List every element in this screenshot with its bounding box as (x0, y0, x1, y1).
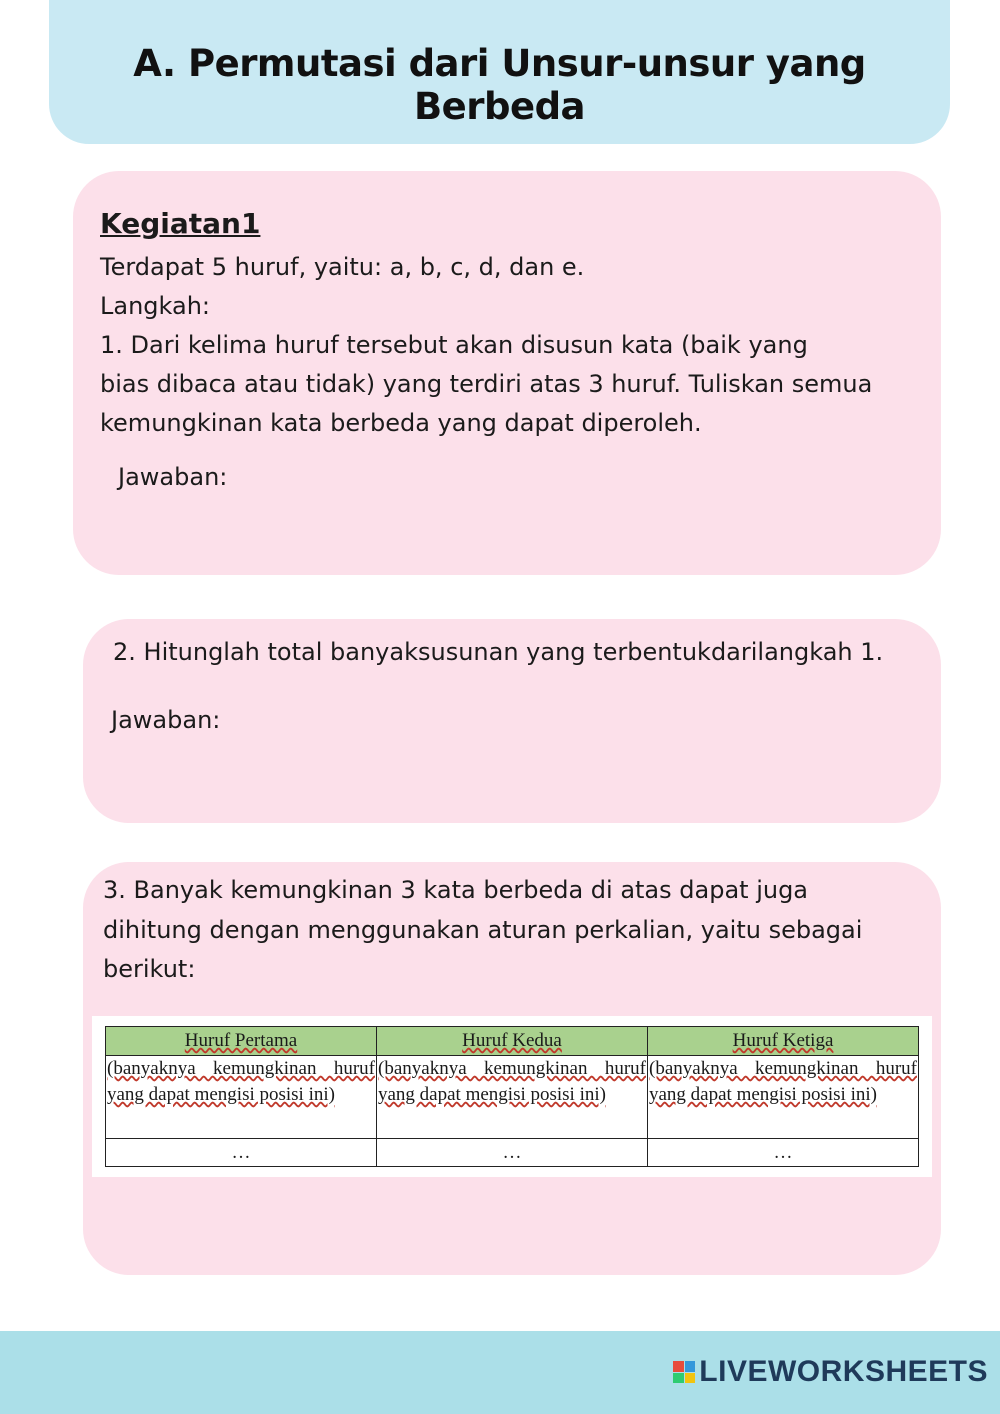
activity-heading: Kegiatan1 (100, 207, 261, 240)
question-3-line2: dihitung dengan menggunakan aturan perkalian, yaitu sebagai (103, 916, 863, 944)
multiplication-table (105, 1026, 919, 1167)
page-title: A. Permutasi dari Unsur-unsur yang Berbeda (133, 42, 866, 128)
header-first-letter: Huruf Pertama (106, 1027, 377, 1056)
multiplication-table-image (92, 1016, 932, 1177)
steps-label: Langkah: (100, 292, 211, 320)
answer-area-1[interactable] (100, 500, 920, 560)
brand-name: LIVEWORKSHEETS (699, 1355, 988, 1388)
question-2: 2. Hitunglah total banyaksusunan yang terbentukdarilangkah 1. (113, 638, 884, 666)
header-third-letter: Huruf Ketiga (648, 1027, 919, 1056)
question-3-line1: 3. Banyak kemungkinan 3 kata berbeda di atas dapat juga (103, 876, 809, 904)
table-cell-description: (banyaknya kemungkinan huruf yang dapat mengisi posisi ini) (377, 1056, 648, 1139)
answer-label-2: Jawaban: (111, 706, 221, 734)
header-second-letter: Huruf Kedua (377, 1027, 648, 1056)
title-banner (49, 0, 950, 144)
intro-text: Terdapat 5 huruf, yaitu: a, b, c, d, dan e. (100, 253, 585, 281)
step1-line1: 1. Dari kelima huruf tersebut akan disusun kata (baik yang (100, 331, 808, 359)
answer-area-2[interactable] (100, 745, 920, 805)
table-cell-description: (banyaknya kemungkinan huruf yang dapat mengisi posisi ini) (106, 1056, 377, 1139)
table-cell-answer-second[interactable]: … (377, 1139, 648, 1167)
step1-line3: kemungkinan kata berbeda yang dapat diperoleh. (100, 409, 702, 437)
footer-bar (0, 1331, 1000, 1414)
liveworksheets-logo-icon (673, 1361, 695, 1383)
table-cell-description: (banyaknya kemungkinan huruf yang dapat mengisi posisi ini) (648, 1056, 919, 1139)
liveworksheets-logo[interactable] (673, 1355, 988, 1389)
table-cell-answer-third[interactable]: … (648, 1139, 919, 1167)
question-3-line3: berikut: (103, 955, 196, 983)
table-cell-answer-first[interactable]: … (106, 1139, 377, 1167)
step1-line2: bias dibaca atau tidak) yang terdiri atas 3 huruf. Tuliskan semua (100, 370, 873, 398)
answer-label-1: Jawaban: (118, 463, 228, 491)
